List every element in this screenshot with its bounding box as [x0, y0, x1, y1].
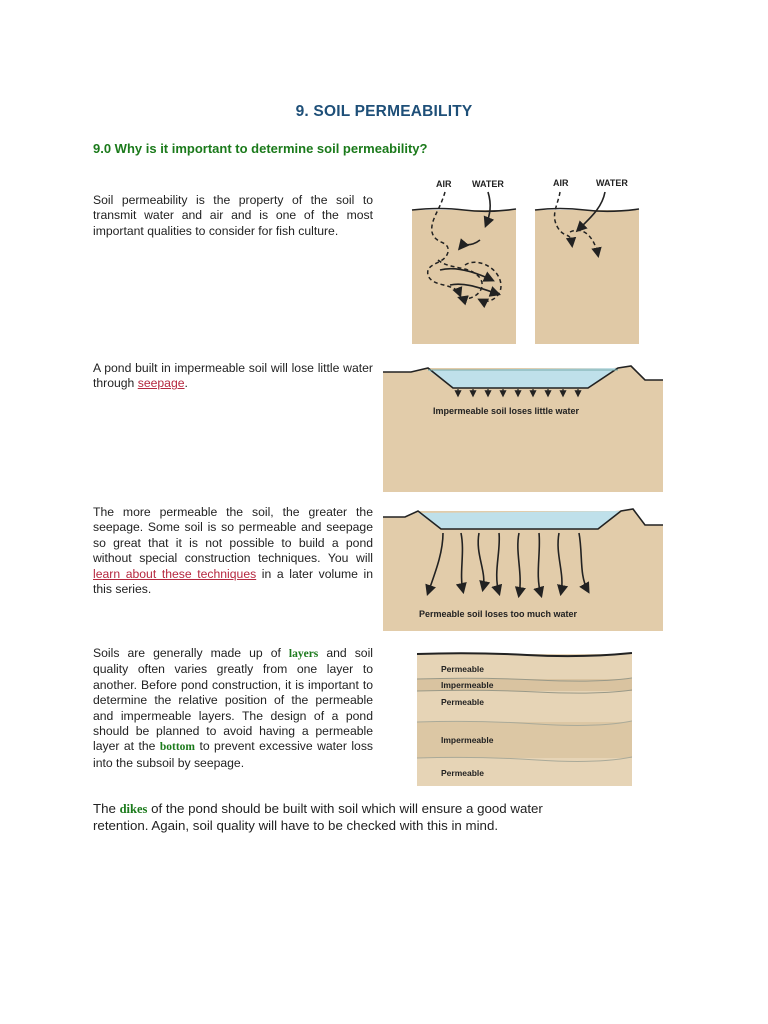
water-label-right: WATER [596, 178, 628, 188]
layer-label-permeable-1: Permeable [441, 664, 484, 674]
layer-label-permeable-2: Permeable [441, 697, 484, 707]
paragraph-text: in a later volume in this series. [93, 566, 373, 597]
paragraph-text: The more permeable the soil, the greater the seepage. Some soil is so permeable and seepage so great that it is not possible to build a pond without special construction techniques. You will [93, 505, 373, 566]
layer-label-impermeable-1: Impermeable [441, 680, 494, 690]
paragraph-text: . [184, 376, 188, 391]
water-label-left: WATER [472, 179, 504, 189]
keyword-layers: layers [288, 648, 319, 660]
keyword-dikes: dikes [119, 802, 148, 816]
layer-label-impermeable-2: Impermeable [441, 735, 494, 745]
techniques-link[interactable]: learn about these techniques [93, 566, 257, 581]
paragraph-permeable-seepage [93, 505, 373, 597]
paragraph-text: of the pond should be built with soil which will ensure a good water retention. Again, soil quality will have to be checked with this in mind. [93, 801, 543, 833]
impermeable-caption: Impermeable soil loses little water [433, 406, 580, 416]
air-water-figure [410, 170, 640, 345]
paragraph-text: to prevent excessive water loss into the subsoil by seepage. [93, 739, 374, 770]
paragraph-dikes [93, 801, 593, 834]
paragraph-permeability-definition: Soil permeability is the property of the soil to transmit water and air and is one of the most important qualities to consider for fish culture. [93, 193, 373, 238]
soil-layers-figure [417, 646, 632, 786]
paragraph-text: and soil quality often varies greatly from one layer to another. Before pond construction, it is important to determine the relative position of the permeable and impermeable layers. The design of a pond should be planned to avoid having a permeable layer at the [93, 646, 373, 754]
paragraph-impermeable-pond [93, 361, 373, 392]
pond-water [418, 511, 621, 529]
paragraph-text: The [93, 801, 120, 816]
soil-block-left [412, 210, 516, 344]
soil-block-right [535, 210, 639, 344]
impermeable-pond-figure [383, 362, 663, 492]
air-label-right: AIR [553, 178, 569, 188]
seepage-link[interactable]: seepage [137, 376, 185, 391]
paragraph-text: Soils are generally made up of [93, 646, 289, 660]
pond-water [428, 368, 618, 388]
air-label-left: AIR [436, 179, 452, 189]
page-title: 9. SOIL PERMEABILITY [295, 103, 473, 120]
permeable-pond-figure [383, 503, 663, 631]
paragraph-soil-layers [93, 646, 373, 771]
paragraph-text: A pond built in impermeable soil will lose little water through [93, 361, 373, 391]
keyword-bottom: bottom [159, 741, 195, 754]
section-heading: 9.0 Why is it important to determine soil permeability? [93, 141, 428, 156]
layer-label-permeable-3: Permeable [441, 768, 484, 778]
permeable-caption: Permeable soil loses too much water [419, 609, 578, 619]
